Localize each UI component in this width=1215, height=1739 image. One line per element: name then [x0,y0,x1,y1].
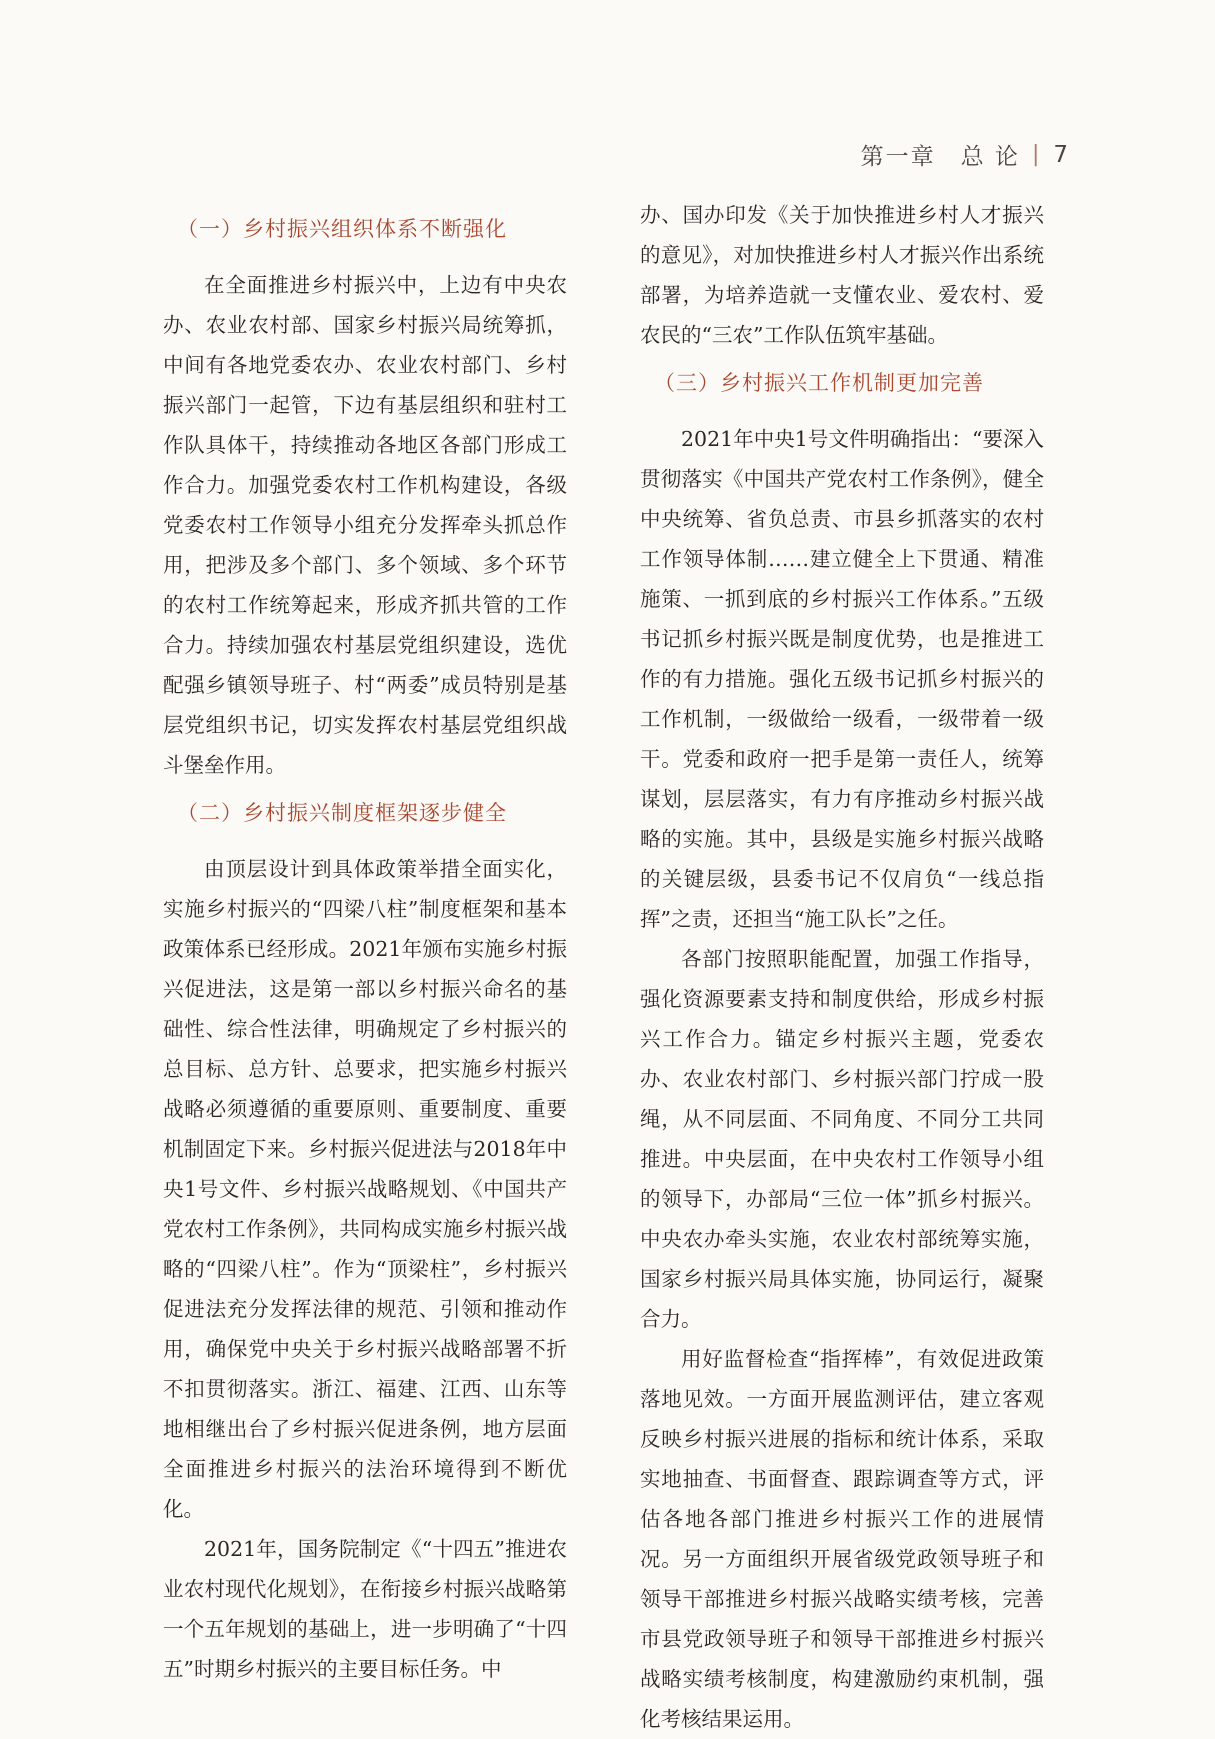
left-column [163,195,567,1689]
section-heading-1: （一）乡村振兴组织体系不断强化 [177,217,507,241]
section-heading-3: （三）乡村振兴工作机制更加完善 [654,371,984,395]
paragraph-5: 各部门按照职能配置，加强工作指导，强化资源要素支持和制度供给，形成乡村振兴工作合力。锚定乡村振兴主题，党委农办、农业农村部门、乡村振兴部门拧成一股绳，从不同层面、不同角度、不同分工共同推进。中央层面，在中央农村工作领导小组的领导下，办部局“三位一体”抓乡村振兴。中央农办牵头实施，农业农村部统筹实施，国家乡村振兴局具体实施，协同运行，凝聚合力。 [640,947,1044,1331]
paragraph-continued: 办、国办印发《关于加快推进乡村人才振兴的意见》，对加快推进乡村人才振兴作出系统部署，为培养造就一支懂农业、爱农村、爱农民的“三农”工作队伍筑牢基础。 [640,203,1044,347]
paragraph-2: 由顶层设计到具体政策举措全面实化，实施乡村振兴的“四梁八柱”制度框架和基本政策体系已经形成。2021年颁布实施乡村振兴促进法，这是第一部以乡村振兴命名的基础性、综合性法律，明确规定了乡村振兴的总目标、总方针、总要求，把实施乡村振兴战略必须遵循的重要原则、重要制度、重要机制固定下来。乡村振兴促进法与2018年中央1号文件、乡村振兴战略规划、《中国共产党农村工作条例》，共同构成实施乡村振兴战略的“四梁八柱”。作为“顶梁柱”，乡村振兴促进法充分发挥法律的规范、引领和推动作用，确保党中央关于乡村振兴战略部署不折不扣贯彻落实。浙江、福建、江西、山东等地相继出台了乡村振兴促进条例，地方层面全面推进乡村振兴的法治环境得到不断优化。 [163,857,567,1521]
right-column [640,195,1044,1739]
section-heading-2: （二）乡村振兴制度框架逐步健全 [177,801,507,825]
page-number: 7 [1053,141,1070,168]
paragraph-6: 用好监督检查“指挥棒”，有效促进政策落地见效。一方面开展监测评估，建立客观反映乡村振兴进展的指标和统计体系，采取实地抽查、书面督查、跟踪调查等方式，评估各地各部门推进乡村振兴工作的进展情况。另一方面组织开展省级党政领导班子和领导干部推进乡村振兴战略实绩考核，完善市县党政领导班子和领导干部推进乡村振兴战略实绩考核制度，构建激励约束机制，强化考核结果运用。 [640,1347,1044,1731]
header-separator: | [1031,142,1042,167]
paragraph-1: 在全面推进乡村振兴中，上边有中央农办、农业农村部、国家乡村振兴局统筹抓，中间有各地党委农办、农业农村部门、乡村振兴部门一起管，下边有基层组织和驻村工作队具体干，持续推动各地区各部门形成工作合力。加强党委农村工作机构建设，各级党委农村工作领导小组充分发挥牵头抓总作用，把涉及多个部门、多个领域、多个环节的农村工作统筹起来，形成齐抓共管的工作合力。持续加强农村基层党组织建设，选优配强乡镇领导班子、村“两委”成员特别是基层党组织书记，切实发挥农村基层党组织战斗堡垒作用。 [163,273,567,777]
running-header [861,138,1070,171]
paragraph-3: 2021年，国务院制定《“十四五”推进农业农村现代化规划》，在衔接乡村振兴战略第一个五年规划的基础上，进一步明确了“十四五”时期乡村振兴的主要目标任务。中 [163,1537,567,1681]
paragraph-4: 2021年中央1号文件明确指出：“要深入贯彻落实《中国共产党农村工作条例》，健全中央统筹、省负总责、市县乡抓落实的农村工作领导体制……建立健全上下贯通、精准施策、一抓到底的乡村振兴工作体系。”五级书记抓乡村振兴既是制度优势，也是推进工作的有力措施。强化五级书记抓乡村振兴的工作机制，一级做给一级看，一级带着一级干。党委和政府一把手是第一责任人，统筹谋划，层层落实，有力有序推动乡村振兴战略的实施。其中，县级是实施乡村振兴战略的关键层级，县委书记不仅肩负“一线总指挥”之责，还担当“施工队长”之任。 [640,427,1044,931]
chapter-title: 第一章 总 论 [860,144,1020,170]
